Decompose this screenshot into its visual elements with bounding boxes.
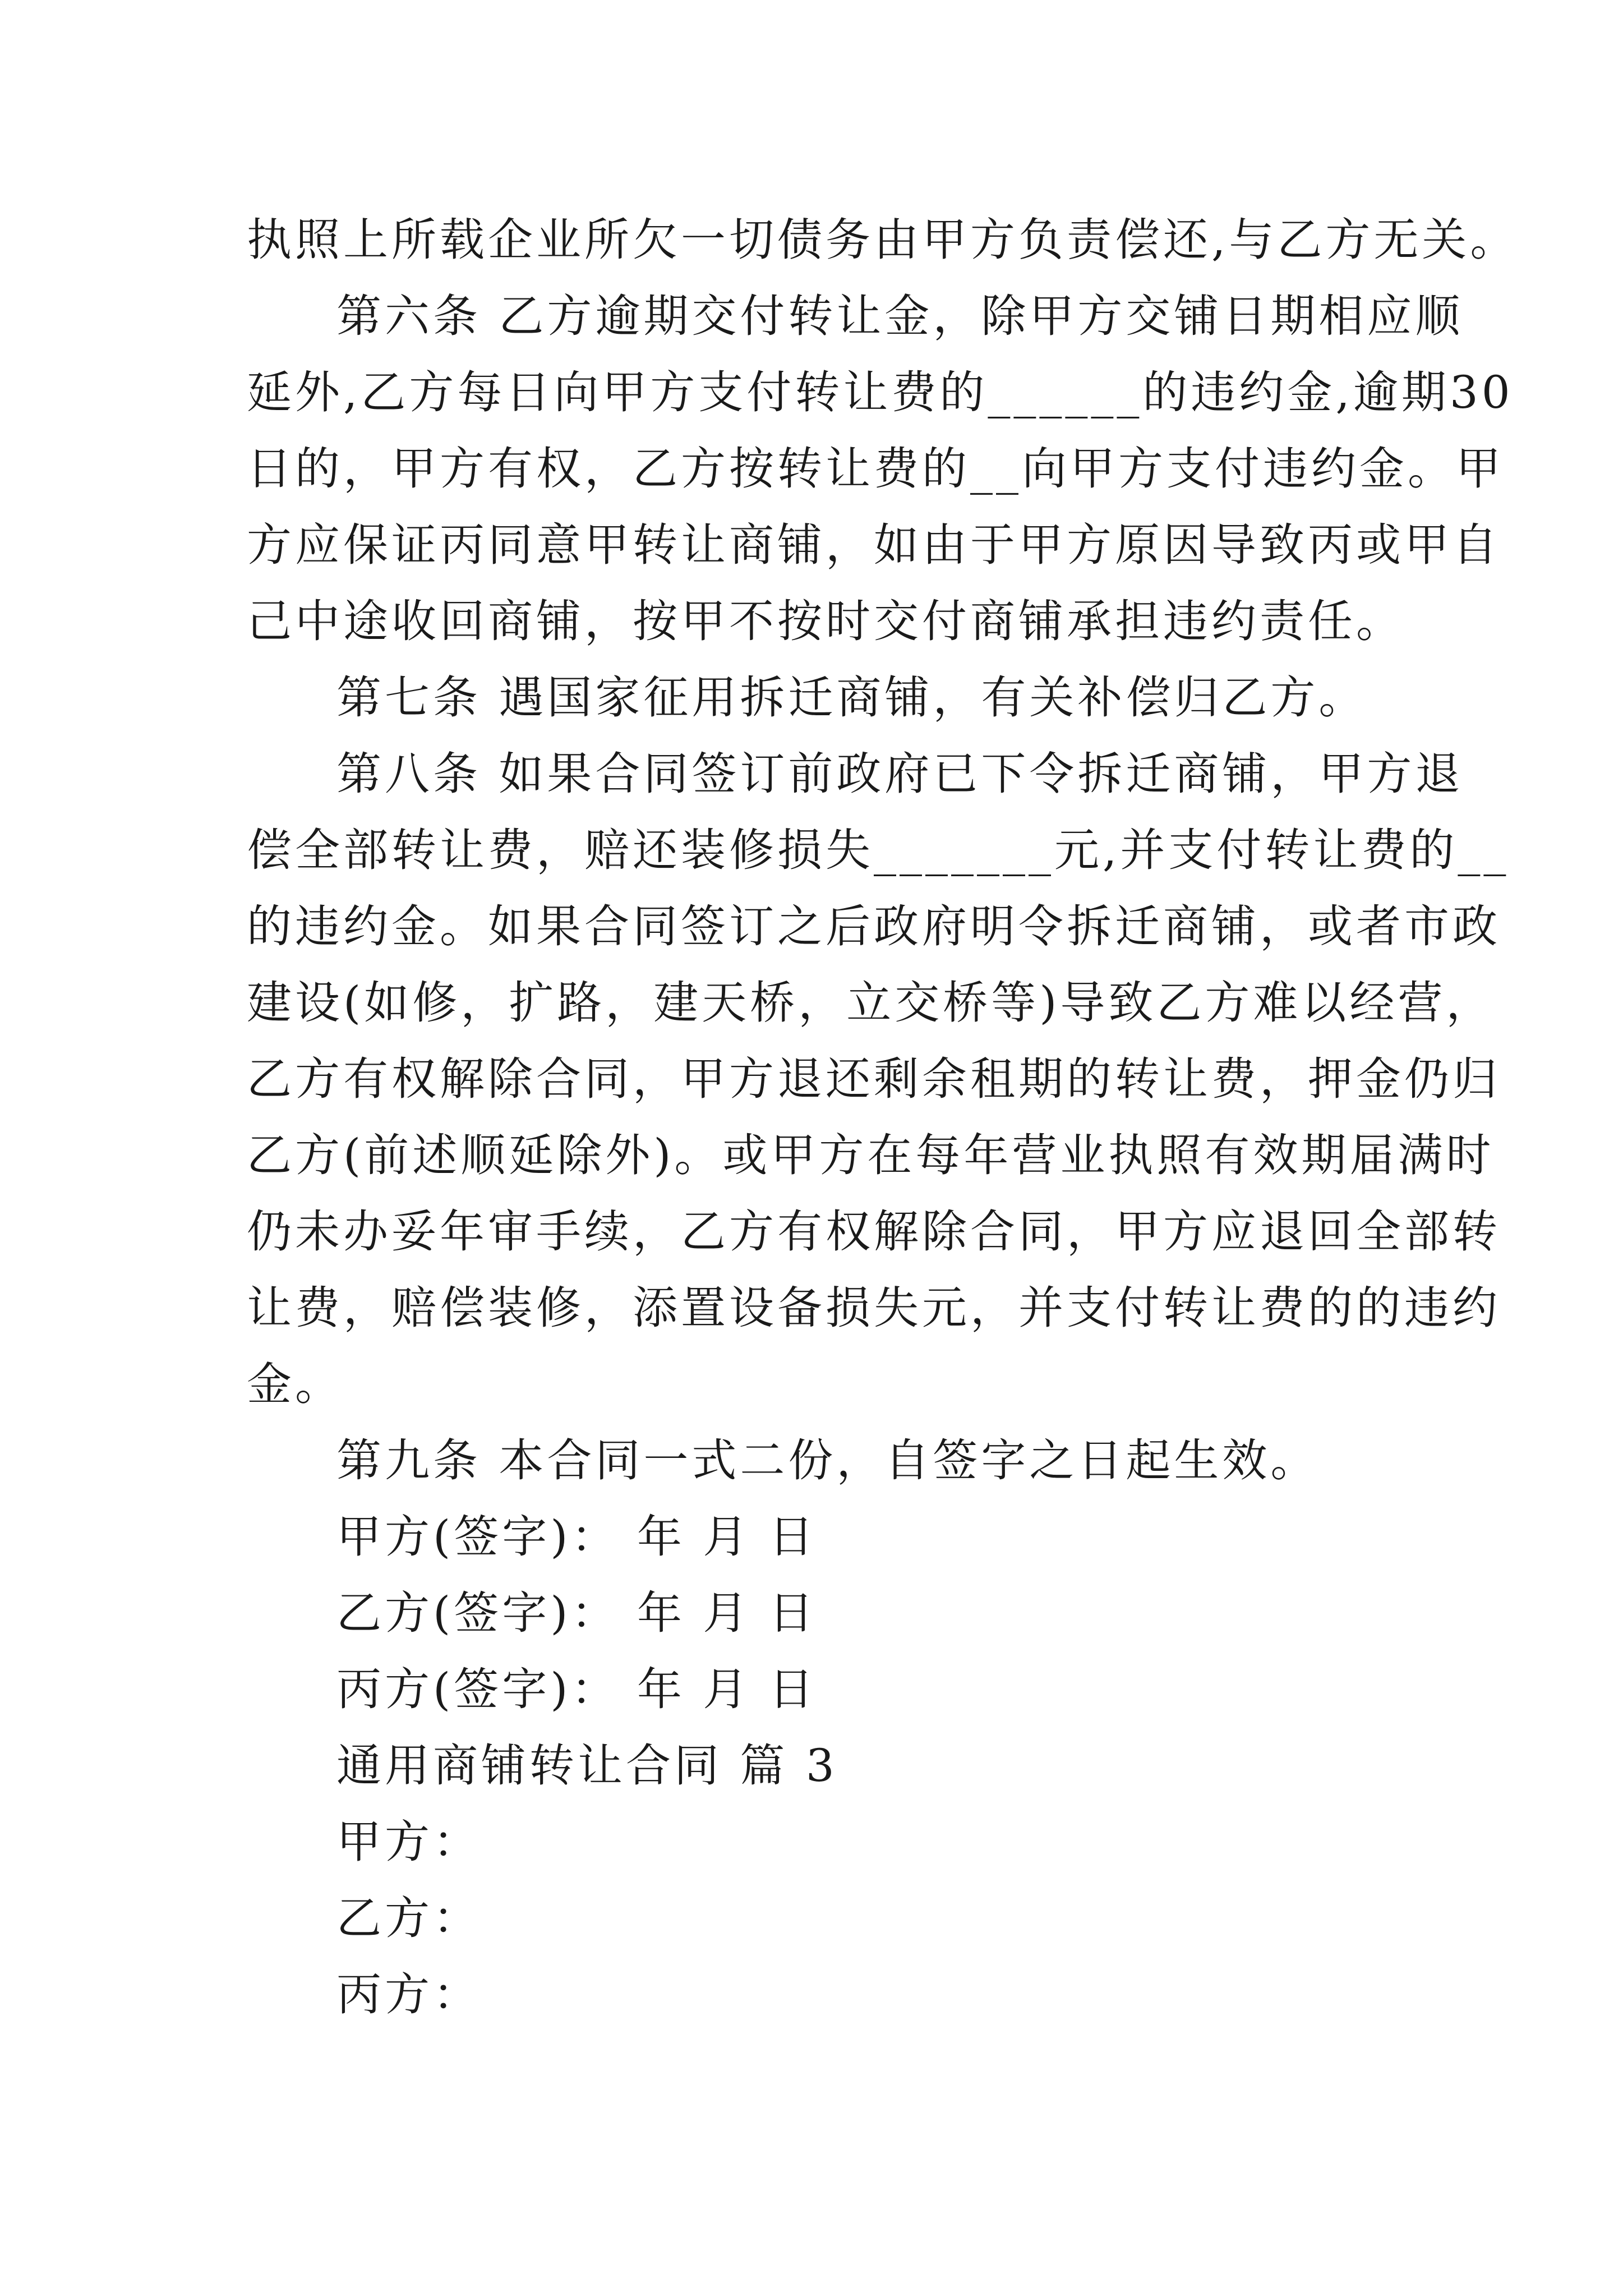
document-line: 执照上所载企业所欠一切债务由甲方负责偿还,与乙方无关。: [247, 214, 1519, 266]
document-line: 第八条 如果合同签订前政府已下令拆迁商铺，甲方退: [336, 748, 1464, 800]
document-line: 第七条 遇国家征用拆迁商铺，有关补偿归乙方。: [336, 671, 1367, 724]
document-line: 延外,乙方每日向甲方支付转让费的______的违约金,逾期30: [247, 366, 1514, 418]
document-line: 通用商铺转让合同 篇 3: [336, 1740, 838, 1792]
document-line: 乙方：: [336, 1892, 481, 1944]
document-body: [247, 202, 1519, 2033]
document-line: 的违约金。如果合同签订之后政府明令拆迁商铺，或者市政: [247, 900, 1501, 953]
document-line: 建设(如修，扩路，建天桥，立交桥等)导致乙方难以经营，: [247, 977, 1495, 1029]
document-line: 日的，甲方有权，乙方按转让费的__向甲方支付违约金。甲: [247, 443, 1504, 495]
document-line: 乙方有权解除合同，甲方退还剩余租期的转让费，押金仍归: [247, 1053, 1501, 1105]
document-line: 第六条 乙方逾期交付转让金，除甲方交铺日期相应顺: [336, 290, 1464, 342]
document-line: 甲方(签字)： 年 月 日: [336, 1511, 817, 1563]
document-line: 甲方：: [336, 1816, 481, 1868]
document-line: 让费，赔偿装修，添置设备损失元，并支付转让费的的违约: [247, 1282, 1501, 1334]
document-line: 乙方(前述顺延除外)。或甲方在每年营业执照有效期届满时: [247, 1129, 1495, 1181]
document-line: 乙方(签字)： 年 月 日: [336, 1587, 817, 1639]
document-line: 方应保证丙同意甲转让商铺，如由于甲方原因导致丙或甲自: [247, 519, 1501, 571]
document-line: 丙方(签字)： 年 月 日: [336, 1663, 817, 1715]
document-line: 己中途收回商铺，按甲不按时交付商铺承担违约责任。: [247, 595, 1404, 647]
document-line: 金。: [247, 1358, 343, 1410]
document-line: 仍未办妥年审手续，乙方有权解除合同，甲方应退回全部转: [247, 1205, 1501, 1258]
document-line: 丙方：: [336, 1968, 481, 2021]
document-line: 第九条 本合同一式二份，自签字之日起生效。: [336, 1434, 1319, 1487]
document-line: 偿全部转让费，赔还装修损失_______元,并支付转让费的__: [247, 824, 1510, 876]
